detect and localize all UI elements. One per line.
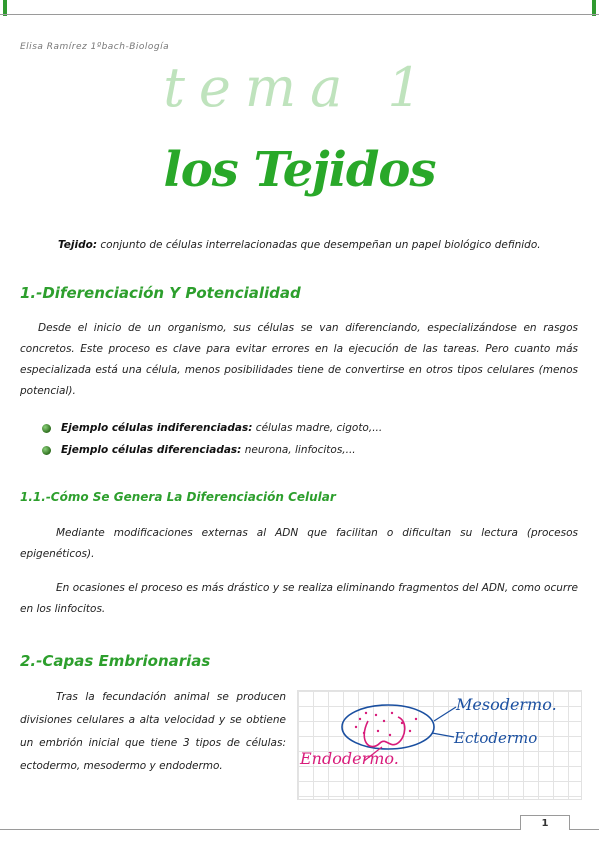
bullet-item (42, 422, 382, 434)
mesoderm-pointer (434, 707, 456, 721)
section1-paragraph: Desde el inicio de un organismo, sus células se van diferenciando, especializándose en rasgos concretos. Este proceso es clave para evitar errores en la ejecución de las tareas. Pero cuanto más especializada está una célula, menos posibilidades tiene de convertirse en otros tipos celulares (menos potencial). (20, 322, 578, 397)
section11-heading: 1.1.-Cómo Se Genera La Diferenciación Celular (20, 490, 336, 504)
bullet-text: neurona, linfocitos,... (241, 444, 356, 456)
endodermo-label: Endodermo. (300, 749, 399, 768)
ectoderm-pointer (432, 733, 454, 737)
bullet-icon (42, 424, 51, 433)
definition-text: conjunto de células interrelacionadas que desempeñan un papel biológico definido. (97, 239, 541, 251)
bullet-label: Ejemplo células indiferenciadas: (61, 422, 253, 434)
definition (58, 235, 578, 256)
author-header: Elisa Ramírez 1ºbach-Biología (20, 42, 170, 52)
bullet-label: Ejemplo células diferenciadas: (61, 444, 242, 456)
section11-paragraph1: Mediante modificaciones externas al ADN que facilitan o dificultan su lectura (procesos epigenéticos). (20, 527, 578, 560)
section1-heading: 1.-Diferenciación Y Potencialidad (20, 284, 301, 302)
main-title: los Tejidos (163, 142, 436, 198)
tema-title: tema 1 (163, 56, 436, 119)
section11-paragraph2: En ocasiones el proceso es más drástico y se realiza eliminando fragmentos del ADN, como ocurre en los linfocitos. (20, 582, 578, 615)
bullet-item (42, 444, 356, 456)
bullet-icon (42, 446, 51, 455)
bullet-text: células madre, cigoto,... (252, 422, 383, 434)
definition-term: Tejido: (58, 239, 98, 251)
footer-rule (0, 829, 599, 830)
cell-dots (355, 712, 417, 736)
section2-heading: 2.-Capas Embrionarias (20, 652, 211, 670)
embryo-layers-figure (297, 690, 582, 800)
page-number: 1 (520, 815, 570, 830)
mesodermo-label: Mesodermo. (456, 695, 557, 714)
header-rule (0, 14, 599, 15)
ectodermo-label: Ectodermo (454, 729, 538, 747)
section2-paragraph: Tras la fecundación animal se producen divisiones celulares a alta velocidad y se obtiene un embrión inicial que tiene 3 tipos de células: ectodermo, mesodermo y endodermo. (20, 691, 286, 772)
